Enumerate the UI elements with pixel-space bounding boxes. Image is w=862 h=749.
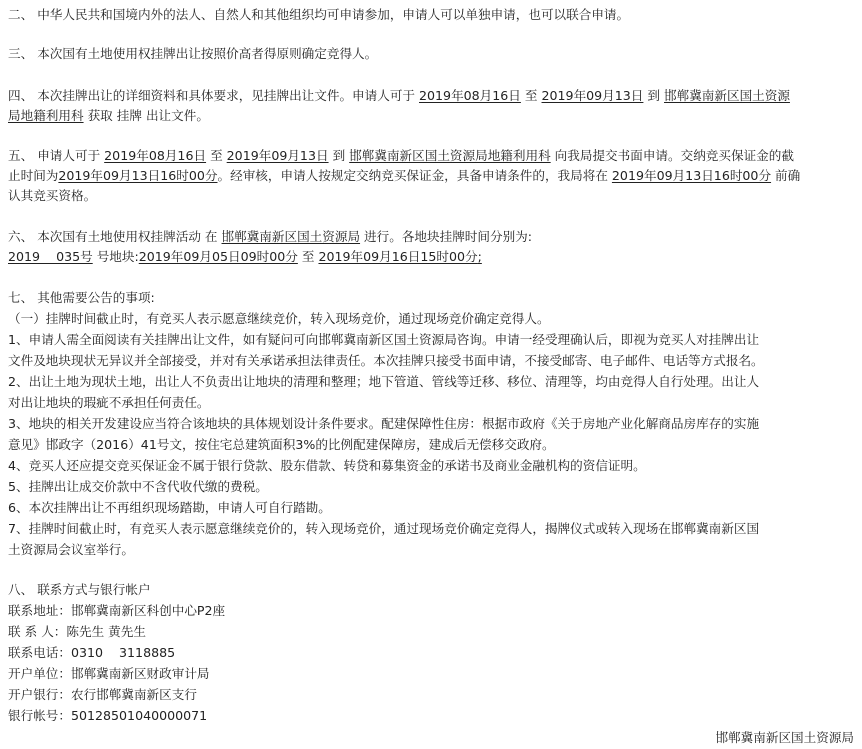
contact-phone-text: 联系电话：0310 3118885 bbox=[8, 645, 176, 660]
section-7-item bbox=[8, 331, 759, 349]
section-5-intro: 五、 申请人可于 bbox=[8, 148, 105, 163]
section-5-to: 至 bbox=[206, 148, 227, 163]
section-7-line: 意见》邯政字（2016）41号文，按住宅总建筑面积3%的比例配建保障房，建成后无偿移交政府。 bbox=[8, 437, 555, 452]
account-unit bbox=[8, 665, 210, 683]
section-6-end: ; bbox=[477, 249, 482, 264]
section-6-time-start: 2019年09月05日09时00分 bbox=[138, 249, 298, 264]
section-6-intro: 六、 本次国有土地使用权挂牌活动 在 bbox=[8, 229, 222, 244]
section-7-line: 5、挂牌出让成交价款中不含代收代缴的费税。 bbox=[8, 479, 268, 494]
contact-person bbox=[8, 623, 146, 641]
section-7-line: 3、地块的相关开发建设应当符合该地块的具体规划设计条件要求。配建保障性住房：根据市政府《关于房地产业化解商品房库存的实施 bbox=[8, 416, 760, 431]
section-7-item bbox=[8, 415, 759, 433]
section-4-line-2 bbox=[8, 107, 209, 125]
section-7-line: （一）挂牌时间截止时，有竞买人表示愿意继续竞价，转入现场竞价，通过现场竞价确定竞得人。 bbox=[8, 311, 550, 326]
account-bank bbox=[8, 686, 197, 704]
section-7-item bbox=[8, 373, 759, 391]
section-4-to-2: 到 bbox=[643, 88, 665, 103]
section-5-submit: 向我局提交书面申请。交纳竞买保证金的截 bbox=[550, 148, 794, 163]
section-3-text: 三、 本次国有土地使用权挂牌出让按照价高者得原则确定竞得人。 bbox=[8, 46, 378, 61]
section-8-title bbox=[8, 581, 151, 599]
section-6-parcel-label: 号地块: bbox=[92, 249, 139, 264]
section-2-text: 二、 中华人民共和国境内外的法人、自然人和其他组织均可申请参加，申请人可以单独申请，也可以联合申请。 bbox=[8, 7, 630, 22]
contact-address-text: 联系地址：邯郸冀南新区科创中心P2座 bbox=[8, 603, 226, 618]
section-5-deadline: 2019年09月13日16时00分 bbox=[58, 168, 218, 183]
section-5-line-2 bbox=[8, 167, 800, 185]
section-5-qualification: 认其竞买资格。 bbox=[8, 188, 97, 203]
section-7-item bbox=[8, 436, 555, 454]
section-5-review: 。经审核，申请人按规定交纳竞买保证金，具备申请条件的，我局将在 bbox=[217, 168, 612, 183]
section-4-to: 至 bbox=[520, 88, 542, 103]
section-7-item bbox=[8, 499, 331, 517]
section-7-item bbox=[8, 457, 646, 475]
section-7-item bbox=[8, 520, 759, 538]
section-6-times-label: 进行。各地块挂牌时间分别为: bbox=[360, 229, 533, 244]
section-2 bbox=[8, 6, 629, 24]
section-7-title bbox=[8, 289, 155, 307]
section-6-line-2 bbox=[8, 248, 482, 266]
section-3 bbox=[8, 45, 377, 63]
section-5-to-2: 到 bbox=[328, 148, 350, 163]
account-number-text: 银行帐号：50128501040000071 bbox=[8, 708, 208, 723]
section-6-line-1 bbox=[8, 228, 532, 246]
section-7-item bbox=[8, 478, 268, 496]
section-5-org: 邯郸冀南新区国土资源局地籍利用科 bbox=[349, 148, 551, 163]
section-6-parcel-no: 2019 035号 bbox=[8, 249, 93, 264]
section-7-line: 4、竞买人还应提交竞买保证金不属于银行贷款、股东借款、转贷和募集资金的承诺书及商业金融机构的资信证明。 bbox=[8, 458, 646, 473]
account-bank-text: 开户银行：农行邯郸冀南新区支行 bbox=[8, 687, 197, 702]
contact-address bbox=[8, 602, 225, 620]
section-7-item bbox=[8, 352, 764, 370]
section-4-line-1 bbox=[8, 87, 790, 105]
section-4-obtain: 获取 挂牌 出让文件。 bbox=[83, 108, 209, 123]
section-6-org: 邯郸冀南新区国土资源局 bbox=[221, 229, 361, 244]
section-5-line-1 bbox=[8, 147, 794, 165]
section-5-date-end: 2019年09月13日 bbox=[226, 148, 329, 163]
section-7-line: 土资源局会议室举行。 bbox=[8, 542, 134, 557]
section-4-org-part-1: 邯郸冀南新区国土资源 bbox=[664, 88, 790, 103]
section-7-line: 1、申请人需全面阅读有关挂牌出让文件，如有疑问可向邯郸冀南新区国土资源局咨询。申请一经受理确认后，即视为竞买人对挂牌出让 bbox=[8, 332, 760, 347]
section-4-intro: 四、 本次挂牌出让的详细资料和具体要求，见挂牌出让文件。申请人可于 bbox=[8, 88, 420, 103]
section-7-title-text: 七、 其他需要公告的事项: bbox=[8, 290, 155, 305]
section-7-line: 7、挂牌时间截止时，有竞买人表示愿意继续竞价的，转入现场竞价，通过现场竞价确定竞得人，揭牌仪式或转入现场在邯郸冀南新区国 bbox=[8, 521, 760, 536]
section-7-line: 文件及地块现状无异议并全部接受，并对有关承诺承担法律责任。本次挂牌只接受书面申请，不接受邮寄、电子邮件、电话等方式报名。 bbox=[8, 353, 764, 368]
section-5-confirm: 前确 bbox=[771, 168, 801, 183]
section-7-line: 2、出让土地为现状土地，出让人不负责出让地块的清理和整理；地下管道、管线等迁移、移位、清理等，均由竞得人自行处理。出让人 bbox=[8, 374, 760, 389]
contact-person-text: 联 系 人：陈先生 黄先生 bbox=[8, 624, 146, 639]
section-5-deadline-label: 止时间为 bbox=[8, 168, 59, 183]
section-5-confirm-time: 2019年09月13日16时00分 bbox=[611, 168, 772, 183]
section-4-org-part-2: 局地籍利用科 bbox=[8, 108, 84, 123]
account-number bbox=[8, 707, 207, 725]
section-7-item bbox=[8, 394, 210, 412]
section-6-time-end: 2019年09月16日15时00分 bbox=[318, 249, 478, 264]
contact-phone bbox=[8, 644, 175, 662]
section-7-line: 对出让地块的瑕疵不承担任何责任。 bbox=[8, 395, 210, 410]
section-6-to: 至 bbox=[297, 249, 319, 264]
section-4-date-start: 2019年08月16日 bbox=[419, 88, 521, 103]
section-7-line: 6、本次挂牌出让不再组织现场踏勘，申请人可自行踏勘。 bbox=[8, 500, 331, 515]
section-7-item bbox=[8, 310, 550, 328]
section-5-line-3 bbox=[8, 187, 96, 205]
account-unit-text: 开户单位：邯郸冀南新区财政审计局 bbox=[8, 666, 210, 681]
section-4-date-end: 2019年09月13日 bbox=[541, 88, 644, 103]
issuer-signature: 邯郸冀南新区国土资源局 bbox=[715, 730, 854, 745]
section-8-title-text: 八、 联系方式与银行帐户 bbox=[8, 582, 151, 597]
section-7-item bbox=[8, 541, 134, 559]
section-5-date-start: 2019年08月16日 bbox=[104, 148, 207, 163]
